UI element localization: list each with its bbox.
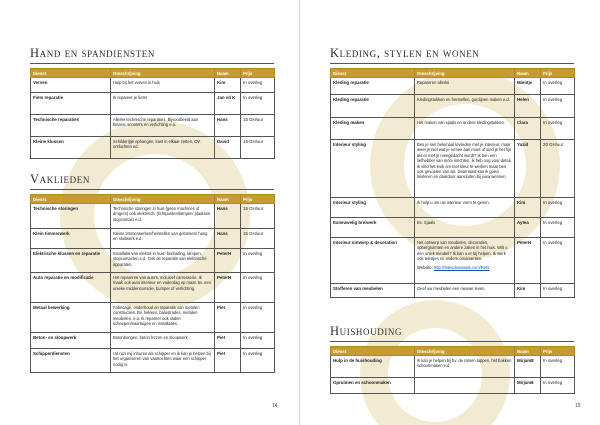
cell-prijs: In overleg	[541, 284, 575, 298]
cell-omschrijving: Kleine timmerwerken/herstellen van gebreken/ hang en sluitwerk e.d.	[111, 229, 215, 249]
table-row	[331, 378, 575, 394]
services-table	[30, 194, 275, 373]
cell-naam: Kim	[515, 198, 541, 218]
cell-omschrijving: Het repareren van auto's, inclusief carrosserie. Ik maak ook auto interieur en vaderdag op maat. bv. een unieke middenconsole, bumper of verlichting.	[111, 273, 215, 303]
cell-naam: Kim	[215, 78, 241, 93]
cell-prijs: 15 GH/uur	[241, 229, 275, 249]
cell-naam: Hans	[215, 229, 241, 249]
cell-prijs: In overleg	[241, 78, 275, 93]
table-row	[31, 333, 275, 349]
cell-dienst: Auto reparatie en modificatie	[31, 273, 111, 303]
section-title: Hand en spandiensten	[30, 46, 155, 60]
cell-dienst: Verven	[31, 78, 111, 93]
cell-omschrijving	[415, 378, 515, 394]
col-header-dienst: Dienst	[331, 69, 415, 78]
cell-prijs: In overleg	[241, 93, 275, 115]
cell-omschrijving: Installatie van elektra in huis: bedrading, lampen, stopcontacten e.d. Ook de reparatie van elektrische apparaten.	[111, 249, 215, 273]
cell-prijs: In overleg	[541, 356, 575, 378]
table-row	[331, 95, 575, 118]
cell-naam: Hans	[215, 115, 241, 137]
cell-dienst: Interieur styling	[331, 198, 415, 218]
title-rule	[330, 63, 574, 64]
table-row	[331, 218, 575, 238]
cell-omschrijving: Technische storingen in huis (geen machines of drogers) ook elektrisch. (lichtpunten/lampen/ plaatsen stopcontact e.d.	[111, 204, 215, 229]
right-page	[300, 0, 600, 425]
col-header-omschrijving: Omschrijving	[111, 195, 215, 204]
cell-dienst: Klein timmerwerk	[31, 229, 111, 249]
cell-omschrijving: Ex. Sjaals	[415, 218, 515, 238]
cell-dienst: Kleding reparatie	[331, 95, 415, 118]
col-header-omschrijving: Omschrijving	[415, 347, 515, 356]
cell-omschrijving: Betonborigen, beton frezen en sloopwerk	[111, 333, 215, 349]
cell-prijs: In overleg	[541, 378, 575, 394]
website-label: Website:	[417, 264, 434, 270]
section-hand-en-spandiensten	[30, 46, 274, 159]
cell-naam: PeterH	[215, 273, 241, 303]
col-header-naam: Naam	[515, 69, 541, 78]
title-rule	[330, 341, 574, 342]
cell-naam: Piet	[215, 333, 241, 349]
cell-dienst: Technische reparaties	[31, 115, 111, 137]
website-link[interactable]: http://Sitesdewusate.com/Rets	[434, 264, 490, 270]
cell-naam: Piet	[215, 349, 241, 373]
cell-omschrijving: Ud ruzi mij inhuren als schipper en ik kan je helpen bij het organiseren van vaartochten waar een schipper nodig is.	[111, 349, 215, 373]
table-row	[331, 284, 575, 298]
cell-omschrijving: Fabricage, onderhoud en reparatie van metalen constructies. Bv. hekken, balustrades, metalen meubelen. e.a. Ik repareer ook stalen scheepen/vaartuigen en installaties.	[111, 303, 215, 333]
cell-prijs: In overleg	[541, 218, 575, 238]
cell-naam: Hans	[215, 204, 241, 229]
cell-prijs: In overleg	[541, 238, 575, 284]
cell-prijs: In overleg	[241, 273, 275, 303]
table-header-row	[331, 69, 575, 78]
cell-dienst: Stofferen van meubelen	[331, 284, 415, 298]
cell-prijs: 20 GH/uur	[541, 140, 575, 198]
cell-omschrijving: Ik help u om uw interieur vorm te geven.	[415, 198, 515, 218]
cell-naam: Yazid	[515, 140, 541, 198]
table-row	[31, 115, 275, 137]
cell-naam: PeterH	[515, 238, 541, 284]
cell-omschrijving: Allerlei technische reparaties. Bijvoorbeeld aan fietsen, scooters en verlichting e.a.	[111, 115, 215, 137]
cell-dienst: Kleding maken	[331, 118, 415, 140]
cell-dienst: Beton- en sloopwerk	[31, 333, 111, 349]
cell-dienst: Opruimen en schoonmaken	[331, 378, 415, 394]
cell-naam: Aytea	[515, 218, 541, 238]
cell-omschrijving: Hulp bij het verven in huis	[111, 78, 215, 93]
description-text: Het ontwerp van meubelen, decoraties, opbergruimten en andere zaken in het huis. Wilt u een uniek meubel? Ik kan u er bij helpen. Ik werk ook tekstjes en andere ornamenten.	[417, 240, 508, 262]
cell-omschrijving: Geef uw meubelen een nieuwe leven.	[415, 284, 515, 298]
table-header-row	[31, 69, 275, 78]
table-row	[331, 356, 575, 378]
website-line	[417, 265, 512, 270]
cell-dienst: Elektrische klussen en reparatie	[31, 249, 111, 273]
table-row	[31, 204, 275, 229]
cell-prijs: In overleg	[241, 249, 275, 273]
cell-prijs: In overleg	[541, 198, 575, 218]
cell-prijs: 15 GH/uur	[241, 137, 275, 159]
col-header-omschrijving: Omschrijving	[111, 69, 215, 78]
cell-omschrijving: Ik repareer je fiets!	[111, 93, 215, 115]
cell-omschrijving: Repareren allerlei	[415, 78, 515, 95]
table-row	[31, 137, 275, 159]
table-row	[31, 349, 275, 373]
cell-naam: Clara	[515, 118, 541, 140]
cell-naam: Piet	[215, 303, 241, 333]
cell-prijs: 15 GH/uur	[241, 115, 275, 137]
table-row	[331, 78, 575, 95]
table-row	[331, 238, 575, 284]
section-title: Vaklieden	[30, 172, 90, 186]
title-rule	[30, 63, 274, 64]
cell-naam: Jan vd K	[215, 93, 241, 115]
cell-naam: Mirjam8	[515, 356, 541, 378]
col-header-omschrijving: Omschrijving	[415, 69, 515, 78]
section-title: Kleding, stylen en wonen	[330, 46, 480, 60]
col-header-prijs: Prijs	[541, 347, 575, 356]
col-header-prijs: Prijs	[541, 69, 575, 78]
cell-prijs: In overleg	[241, 303, 275, 333]
page-number: 14	[272, 403, 278, 409]
cell-dienst: Interieur ontwerp & decoration	[331, 238, 415, 284]
col-header-dienst: Dienst	[31, 69, 111, 78]
cell-prijs: In overleg	[541, 118, 575, 140]
cell-omschrijving: Schilderijtje ophangen, kast in elkaar zetten, CV. ontluchten ed.	[111, 137, 215, 159]
col-header-naam: Naam	[215, 195, 241, 204]
table-row	[331, 140, 575, 198]
cell-prijs: In overleg	[241, 333, 275, 349]
cell-omschrijving: Het maken van sjaals en andere kledingstukken.	[415, 118, 515, 140]
page-number: 15	[575, 403, 581, 409]
table-row	[31, 229, 275, 249]
cell-naam: Mientje	[515, 78, 541, 95]
table-row	[31, 303, 275, 333]
cell-naam: David	[215, 137, 241, 159]
col-header-prijs: Prijs	[241, 195, 275, 204]
cell-dienst: Fiets reparatie	[31, 93, 111, 115]
cell-dienst: Kleine klussen	[31, 137, 111, 159]
cell-dienst: Exneuwelig breiwerk	[331, 218, 415, 238]
table-row	[331, 198, 575, 218]
section-kleding-stylen-en-wonen	[330, 46, 574, 298]
col-header-dienst: Dienst	[331, 347, 415, 356]
table-row	[331, 118, 575, 140]
cell-omschrijving	[415, 238, 515, 284]
col-header-prijs: Prijs	[241, 69, 275, 78]
cell-prijs: In overleg	[241, 349, 275, 373]
table-row	[31, 249, 275, 273]
cell-dienst: Kleding reparatie	[331, 78, 415, 95]
services-table	[330, 68, 575, 298]
table-header-row	[31, 195, 275, 204]
col-header-naam: Naam	[215, 69, 241, 78]
services-table	[330, 346, 575, 394]
table-row	[31, 93, 275, 115]
cell-naam: PeterH	[215, 249, 241, 273]
cell-naam: Helen	[515, 95, 541, 118]
section-huishouding	[330, 324, 574, 394]
section-title: Huishouding	[330, 324, 403, 338]
cell-omschrijving: Kledingstukken en herstellen, gordijnen maken e.d.	[415, 95, 515, 118]
cell-naam: Mirjam8	[515, 378, 541, 394]
cell-dienst: Hulp in de huishouding	[331, 356, 415, 378]
cell-omschrijving: Ik kan je helpen bij bv. de ramen lappen, het bakken schoonmaken e.d.	[415, 356, 515, 378]
cell-prijs: In overleg	[541, 95, 575, 118]
cell-dienst: Schipperdiensten	[31, 349, 111, 373]
table-header-row	[331, 347, 575, 356]
table-row	[31, 273, 275, 303]
cell-dienst: Interieur styling	[331, 140, 415, 198]
title-rule	[30, 189, 274, 190]
cell-prijs: 15 GH/uur	[241, 204, 275, 229]
cell-naam: Kim	[515, 284, 541, 298]
col-header-dienst: Dienst	[31, 195, 111, 204]
cell-dienst: Technische storingen	[31, 204, 111, 229]
cell-dienst: Metaal bewerking	[31, 303, 111, 333]
cell-prijs: In overleg	[541, 78, 575, 95]
col-header-naam: Naam	[515, 347, 541, 356]
section-vaklieden	[30, 172, 274, 373]
cell-omschrijving: Ben je niet helemaal tevreden met je interieur, maar weet je niet wat je ermee aan moet of sind je het fijn als er met je meegedacht wordt? Ik ben een liefhebber van mooi inrichten, ik heb oog voor detail, ik vind het leuk om met kleur te werken maar ben ook gevoelen van wit. Daarnaast kan ik goed luisteren en daardoor aansluiten bij jouw wensen.	[415, 140, 515, 198]
services-table	[30, 68, 275, 159]
table-row	[31, 78, 275, 93]
